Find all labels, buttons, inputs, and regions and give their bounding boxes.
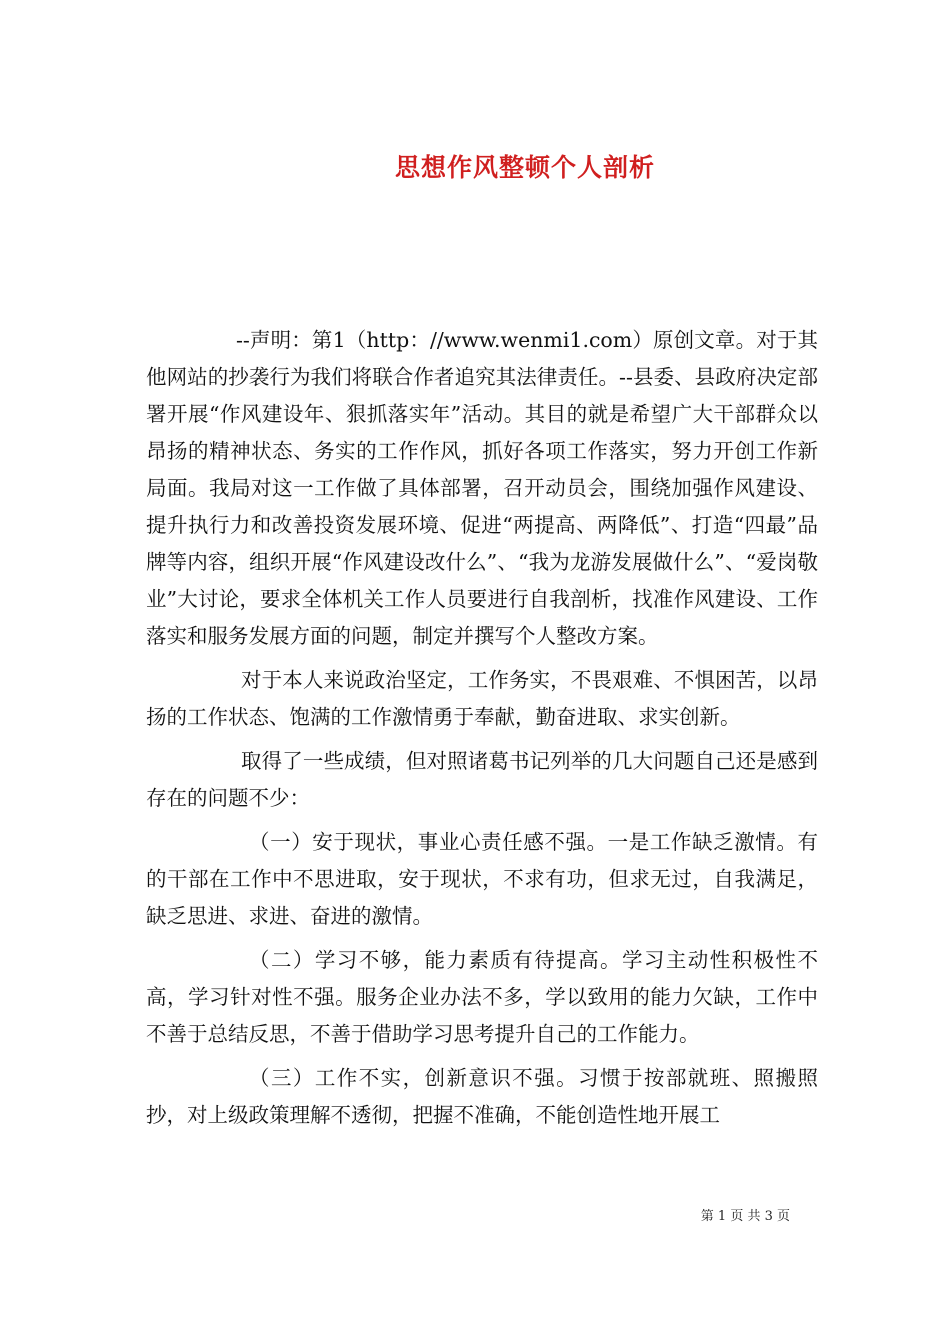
paragraph-achievements: 取得了一些成绩，但对照诸葛书记列举的几大问题自己还是感到存在的问题不少： [146, 749, 818, 810]
paragraph-self-assessment: 对于本人来说政治坚定，工作务实，不畏艰难、不惧困苦，以昂扬的工作状态、饱满的工作激情勇于奉献，勤奋进取、求实创新。 [146, 668, 818, 729]
document-title: 思想作风整顿个人剖析 [394, 152, 655, 182]
paragraph-problem-3: （三）工作不实，创新意识不强。习惯于按部就班、照搬照抄，对上级政策理解不透彻，把握不准确，不能创造性地开展工 [146, 1066, 818, 1127]
paragraph-declaration: --声明：第1（http：//www.wenmi1.com）原创文章。对于其他网站的抄袭行为我们将联合作者追究其法律责任。--县委、县政府决定部署开展“作风建设年、狠抓落实年”活动。其目的就是希望广大干部群众以昂扬的精神状态、务实的工作作风，抓好各项工作落实，努力开创工作新局面。我局对这一工作做了具体部署，召开动员会，围绕加强作风建设、提升执行力和改善投资发展环境、促进“两提高、两降低”、打造“四最”品牌等内容，组织开展“作风建设改什么”、“我为龙游发展做什么”、“爱岗敬业”大讨论，要求全体机关工作人员要进行自我剖析，找准作风建设、工作落实和服务发展方面的问题，制定并撰写个人整改方案。 [146, 328, 818, 648]
document-body [146, 322, 818, 1141]
paragraph-problem-2: （二）学习不够，能力素质有待提高。学习主动性积极性不高，学习针对性不强。服务企业办法不多，学以致用的能力欠缺，工作中不善于总结反思，不善于借助学习思考提升自己的工作能力。 [146, 948, 818, 1046]
page-number: 第 1 页 共 3 页 [700, 1209, 790, 1224]
paragraph-problem-1: （一）安于现状，事业心责任感不强。一是工作缺乏激情。有的干部在工作中不思进取，安于现状，不求有功，但求无过，自我满足，缺乏思进、求进、奋进的激情。 [146, 830, 818, 928]
